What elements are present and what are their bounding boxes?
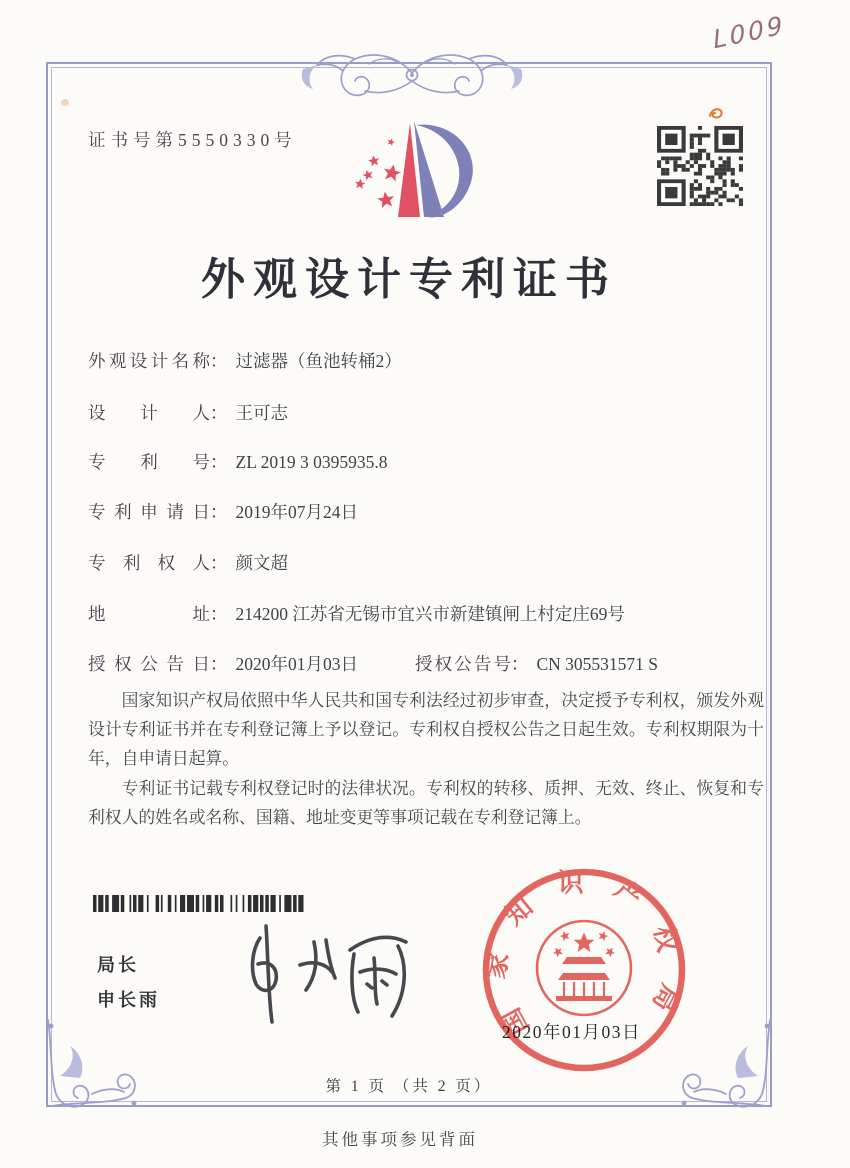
field-label: 外观设计名称 (88, 351, 210, 371)
field-label: 授权公告号 (415, 654, 511, 674)
field-value: 过滤器（鱼池转桶2） (235, 351, 402, 371)
field-label: 专利号 (88, 452, 210, 472)
field-value: 2019年07月24日 (235, 502, 358, 522)
grant-number-pair (415, 651, 658, 676)
seal-date: 2020年01月03日 (502, 1022, 641, 1042)
ink-smudge (708, 106, 724, 121)
field-row (88, 348, 778, 373)
field-colon: ： (210, 403, 228, 423)
field-value: 214200 江苏省无锡市宜兴市新建镇闸上村定庄69号 (235, 604, 625, 624)
field-row (88, 499, 778, 524)
field-value: CN 305531571 S (536, 654, 659, 674)
field-value: 王可志 (235, 403, 288, 423)
grant-row (88, 651, 778, 676)
legal-text (88, 686, 764, 832)
field-value: 颜文超 (235, 553, 288, 573)
field-row (88, 601, 778, 626)
ink-smudge (61, 99, 69, 106)
body-paragraph: 国家知识产权局依照中华人民共和国专利法经过初步审查，决定授予专利权，颁发外观设计专利证书并在专利登记簿上予以登记。专利权自授权公告之日起生效。专利权期限为十年，自申请日起算。 (88, 691, 764, 769)
field-colon: ： (210, 654, 228, 674)
field-label: 授权公告日 (88, 654, 210, 674)
field-colon: ： (210, 452, 228, 472)
field-row (88, 449, 778, 474)
cnipa-logo-icon (336, 111, 494, 239)
back-note: 其他事项参见背面 (322, 1130, 478, 1149)
qr-code (657, 126, 743, 206)
field-colon: ： (210, 553, 228, 573)
field-colon: ： (210, 351, 228, 371)
handwritten-signature-icon (222, 918, 417, 1030)
field-colon: ： (210, 604, 228, 624)
field-value: 2020年01月03日 (235, 654, 358, 674)
director-title: 局长 (97, 955, 139, 975)
field-colon: ： (210, 502, 228, 522)
certificate-number: 证书号第5550330号 (88, 130, 297, 150)
field-label: 专利申请日 (88, 502, 210, 522)
field-row (88, 550, 778, 575)
official-seal-icon (477, 863, 691, 1077)
field-value: ZL 2019 3 0395935.8 (235, 452, 388, 472)
seal-org-text: 国家知识产权局 (480, 868, 688, 1040)
field-label: 设计人 (88, 403, 210, 423)
field-row (88, 400, 778, 425)
director-name: 申长雨 (97, 990, 160, 1010)
barcode (93, 895, 307, 912)
body-paragraph: 专利证书记载专利权登记时的法律状况。专利权的转移、质押、无效、终止、恢复和专利权人的姓名或名称、国籍、地址变更等事项记载在专利登记簿上。 (88, 778, 764, 827)
field-label: 专利权人 (88, 553, 210, 573)
page-indicator: 第 1 页 （共 2 页） (325, 1078, 493, 1095)
field-colon: ： (511, 654, 529, 674)
certificate-title: 外观设计专利证书 (201, 255, 617, 304)
field-label: 地址 (88, 604, 210, 624)
handwritten-note: L009 (711, 10, 787, 55)
